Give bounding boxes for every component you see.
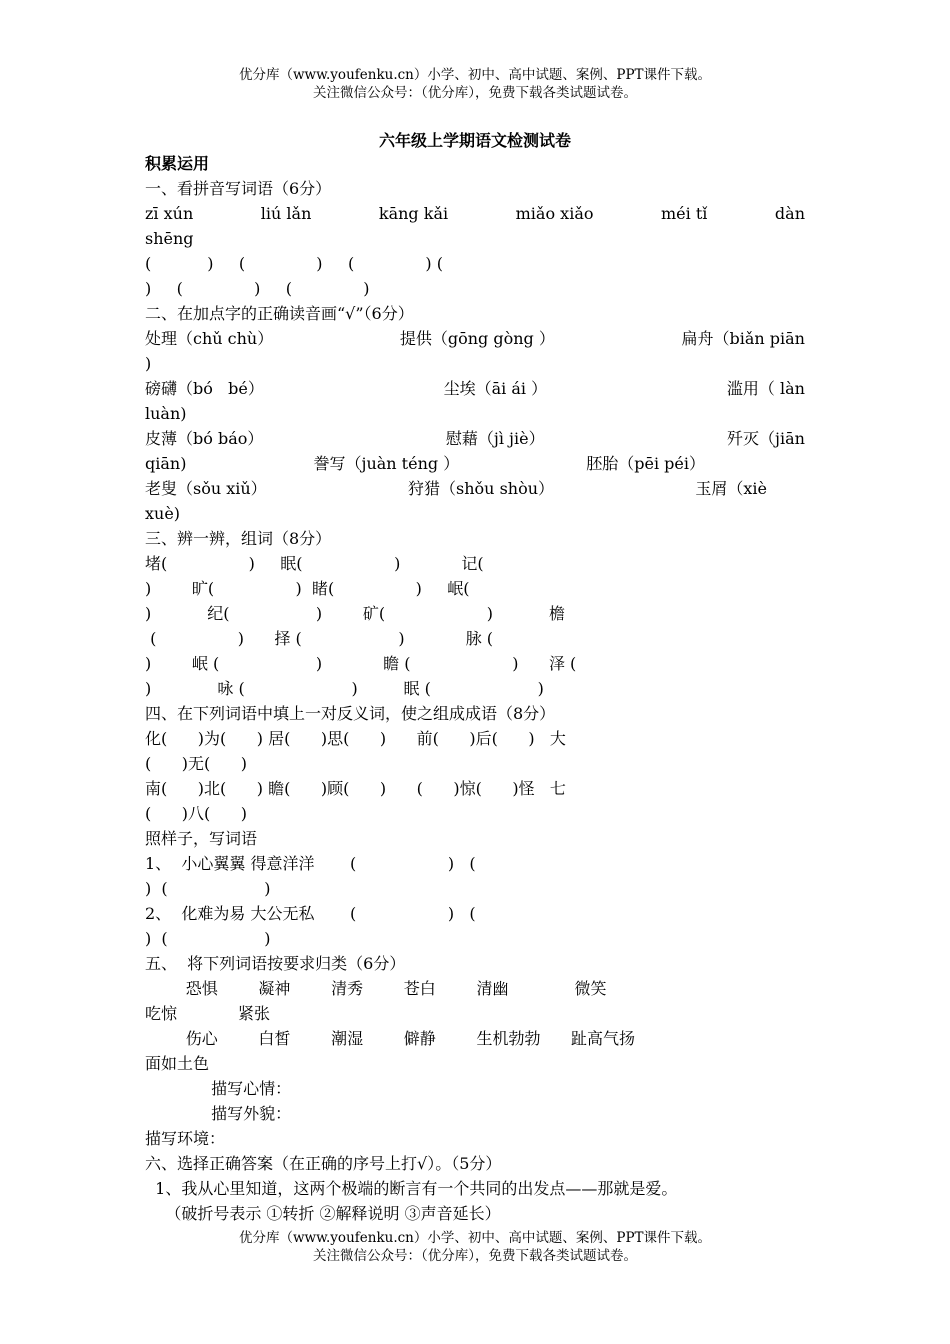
q5-row: 伤心 白皙 潮湿 僻静 生机勃勃 趾高气扬 — [145, 1029, 635, 1048]
q2-row — [145, 426, 805, 451]
q3-row: 堵( ) 眠( ) 记( — [145, 554, 484, 573]
reading-item: 皮薄（bó báo） — [145, 429, 264, 448]
reading-item: 尘埃（āi ái ） — [443, 379, 548, 398]
sample-row: ) ( ) — [145, 879, 271, 898]
q5-row: 恐惧 凝神 清秀 苍白 清幽 微笑 — [145, 979, 607, 998]
sample-heading: 照样子，写词语 — [145, 829, 258, 848]
exam-content — [145, 151, 805, 1226]
q5-row: 面如土色 — [145, 1054, 210, 1073]
footer-line-2: 关注微信公众号：（优分库），免费下载各类试题试卷。 — [313, 1248, 637, 1264]
q4-row: ( )八( ) — [145, 804, 248, 823]
reading-item: 扁舟（biǎn piān — [681, 329, 805, 348]
reading-item: 誊写（juàn téng ） — [313, 454, 460, 473]
q2-wrap: luàn) — [145, 404, 187, 423]
q1-blank-row: ) ( ) ( ) — [145, 279, 370, 298]
q5-heading: 五、 将下列词语按要求归类（6分） — [145, 954, 406, 973]
reading-item: 胚胎（pēi péi） — [586, 454, 705, 473]
sample-row: 1、 小心翼翼 得意洋洋 ( ) ( — [145, 854, 476, 873]
pinyin-item: méi tǐ — [661, 204, 708, 223]
q6-row: 1、我从心里知道，这两个极端的断言有一个共同的出发点——那就是爱。 — [145, 1179, 678, 1198]
q2-heading: 二、在加点字的正确读音画“√”（6分） — [145, 304, 414, 323]
reading-item: 磅礴（bó bé） — [145, 379, 264, 398]
q5-row: 描写环境： — [145, 1129, 226, 1148]
reading-item: 慰藉（jì jiè） — [445, 429, 545, 448]
q2-row — [145, 451, 805, 476]
q6-row: （破折号表示 ①转折 ②解释说明 ③声音延长） — [145, 1204, 501, 1223]
footer-line-1: 优分库（www.youfenku.cn）小学、初中、高中试题、案例、PPT课件下载。 — [238, 1230, 712, 1246]
reading-item: 歼灭（jiān — [727, 429, 805, 448]
pinyin-item: zī xún — [145, 204, 194, 223]
q5-row: 描写心情： — [145, 1079, 292, 1098]
q2-row — [145, 376, 805, 401]
q6-heading: 六、选择正确答案（在正确的序号上打√）。（5分） — [145, 1154, 502, 1173]
sample-row: ) ( ) — [145, 929, 271, 948]
q3-row: ( ) 择 ( ) 脉 ( — [145, 629, 494, 648]
q3-heading: 三、辨一辨，组词（8分） — [145, 529, 332, 548]
header-line-2: 关注微信公众号：（优分库），免费下载各类试题试卷。 — [313, 85, 637, 101]
q3-row: ) 旷( ) 睹( ) 岷( — [145, 579, 470, 598]
q5-row: 描写外貌： — [145, 1104, 292, 1123]
page-footer — [0, 1229, 950, 1265]
pinyin-item: kāng kǎi — [378, 204, 449, 223]
q4-row: 南( )北( ) 瞻( )顾( ) ( )惊( )怪 七 — [145, 779, 566, 798]
header-line-1: 优分库（www.youfenku.cn）小学、初中、高中试题、案例、PPT课件下载。 — [238, 67, 712, 83]
q3-row: ) 咏 ( ) 眠 ( ) — [145, 679, 544, 698]
reading-item: 老叟（sǒu xiǔ） — [145, 479, 267, 498]
q5-row: 吃惊 紧张 — [145, 1004, 271, 1023]
q2-row — [145, 326, 805, 351]
reading-item: 提供（gōng gòng ） — [399, 329, 555, 348]
q2-row — [145, 476, 805, 501]
q4-row: 化( )为( ) 居( )思( ) 前( )后( ) 大 — [145, 729, 566, 748]
q1-blank-row: ( ) ( ) ( ) ( — [145, 254, 443, 273]
q4-row: ( )无( ) — [145, 754, 248, 773]
section-heading: 积累运用 — [145, 154, 210, 173]
pinyin-item: liú lǎn — [260, 204, 312, 223]
reading-item: 滥用（ làn — [726, 379, 805, 398]
q1-heading: 一、看拼音写词语（6分） — [145, 179, 332, 198]
reading-item: 狩猎（shǒu shòu） — [408, 479, 555, 498]
reading-item: 玉屑（xiè — [695, 479, 767, 498]
page-header — [0, 66, 950, 102]
reading-item: qiān) — [145, 454, 187, 473]
q3-row: ) 纪( ) 矿( ) 檐 — [145, 604, 565, 623]
q2-wrap: xuè) — [145, 504, 181, 523]
q3-row: ) 岷 ( ) 瞻 ( ) 泽 ( — [145, 654, 577, 673]
pinyin-item: miǎo xiǎo — [515, 204, 594, 223]
pinyin-wrap: shēng — [145, 229, 194, 248]
q1-pinyin-row — [145, 201, 805, 226]
exam-title: 六年级上学期语文检测试卷 — [378, 131, 571, 150]
pinyin-item: dàn — [774, 204, 805, 223]
q4-heading: 四、在下列词语中填上一对反义词，使之组成成语（8分） — [145, 704, 556, 723]
reading-item: 处理（chǔ chù） — [145, 329, 274, 348]
sample-row: 2、 化难为易 大公无私 ( ) ( — [145, 904, 476, 923]
q2-wrap: ) — [145, 354, 152, 373]
